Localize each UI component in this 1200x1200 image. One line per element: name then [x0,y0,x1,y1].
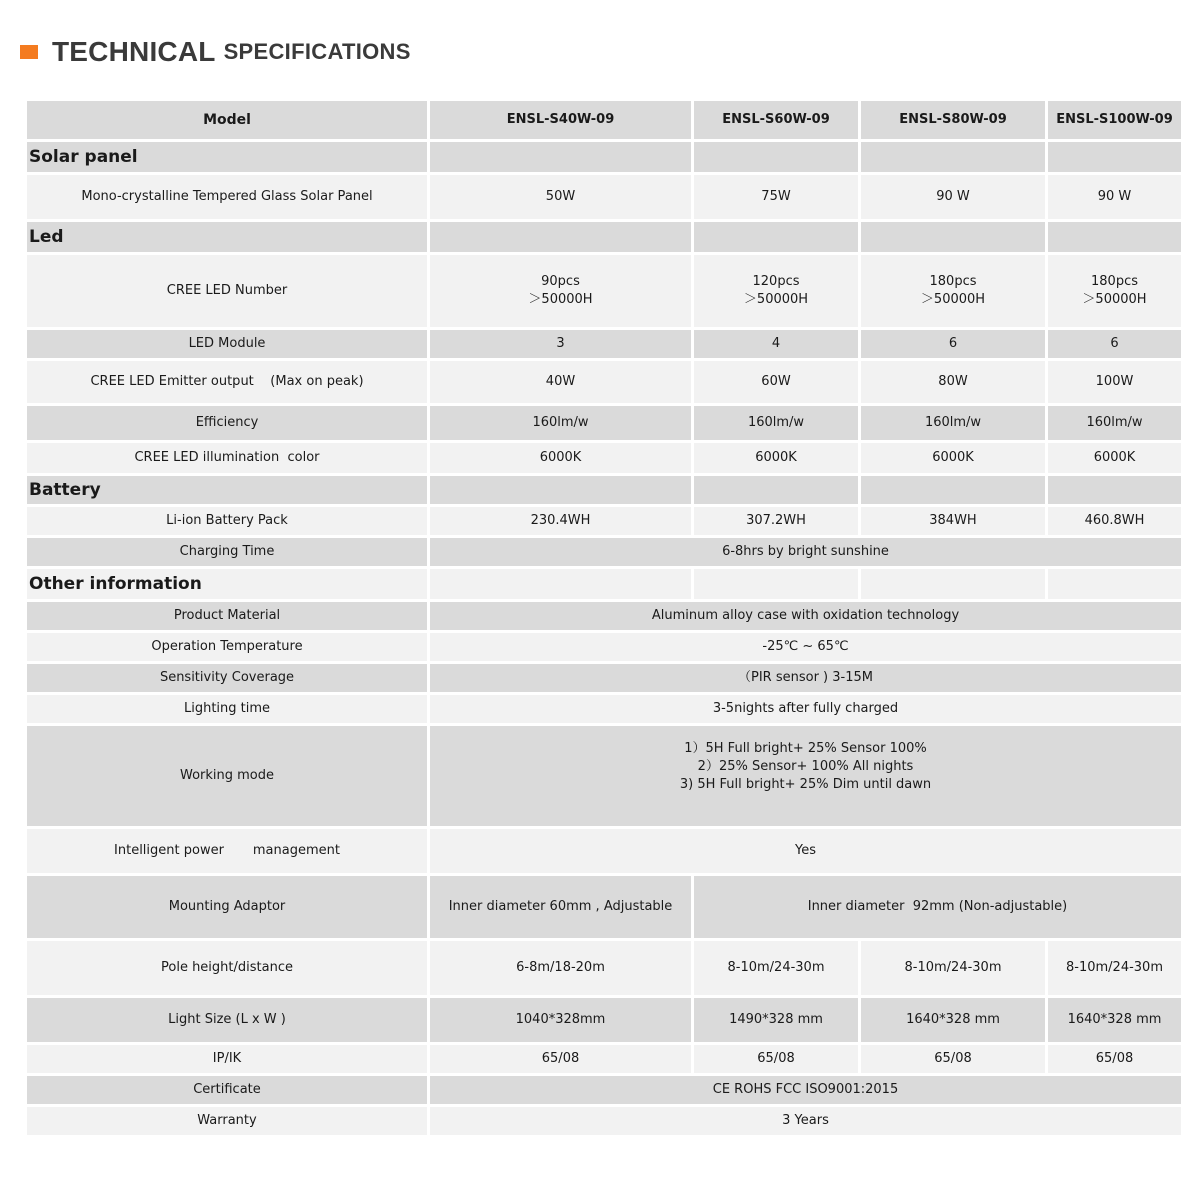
table-row [27,876,1181,938]
section-row-led [27,222,1181,252]
section-title-led: Led [27,222,427,252]
cell-value: 6 [861,330,1045,358]
cell-value: 3 Years [430,1107,1181,1135]
section-fill [694,222,858,252]
table-row [27,507,1181,535]
working-mode-line: 3) 5H Full bright+ 25% Dim until dawn [679,777,932,792]
cell-value [1048,255,1181,327]
title-main: TECHNICAL [52,36,216,67]
row-label: CREE LED Emitter output (Max on peak) [27,361,427,403]
section-fill [430,476,691,504]
model-name: ENSL-S80W-09 [861,101,1045,139]
cell-value: 1640*328 mm [1048,998,1181,1042]
table-row [27,361,1181,403]
cell-value [430,726,1181,826]
header-row [27,101,1181,139]
cell-value: 8-10m/24-30m [861,941,1045,995]
model-label: Model [27,101,427,139]
cell-value: 1490*328 mm [694,998,858,1042]
led-qty: 120pcs [752,274,800,289]
cell-value [694,255,858,327]
section-fill [694,142,858,172]
model-name: ENSL-S40W-09 [430,101,691,139]
table-row [27,255,1181,327]
table-row [27,1076,1181,1104]
table-row [27,1107,1181,1135]
cell-value: （PIR sensor ) 3-15M [430,664,1181,692]
cell-value: 460.8WH [1048,507,1181,535]
row-label: CREE LED Number [27,255,427,327]
cell-value: Inner diameter 92mm (Non-adjustable) [694,876,1181,938]
section-fill [1048,569,1181,599]
section-fill [861,222,1045,252]
led-life: ＞50000H [528,292,593,307]
row-label: Light Size (L x W ) [27,998,427,1042]
row-label: Charging Time [27,538,427,566]
cell-value: 50W [430,175,691,219]
section-fill [694,569,858,599]
section-fill [430,142,691,172]
table-row [27,726,1181,826]
cell-value: 65/08 [861,1045,1045,1073]
cell-value: 3-5nights after fully charged [430,695,1181,723]
row-label: IP/IK [27,1045,427,1073]
row-label: CREE LED illumination color [27,443,427,473]
table-row [27,998,1181,1042]
table-row [27,602,1181,630]
row-label: Sensitivity Coverage [27,664,427,692]
title-accent-square [20,45,38,59]
cell-value [430,255,691,327]
working-mode-line: 2）25% Sensor+ 100% All nights [697,759,914,774]
cell-value: 160lm/w [694,406,858,440]
row-label: Mounting Adaptor [27,876,427,938]
table-row [27,633,1181,661]
led-qty: 90pcs [541,274,580,289]
section-fill [861,569,1045,599]
spec-table [24,98,1184,1138]
cell-value: 160lm/w [861,406,1045,440]
cell-value: 90 W [1048,175,1181,219]
title-sub: SPECIFICATIONS [223,39,411,64]
row-label: Efficiency [27,406,427,440]
row-label: Pole height/distance [27,941,427,995]
section-title-battery: Battery [27,476,427,504]
row-label: Mono-crystalline Tempered Glass Solar Panel [27,175,427,219]
row-label: LED Module [27,330,427,358]
cell-value: 160lm/w [1048,406,1181,440]
cell-value: 3 [430,330,691,358]
cell-value: 6-8m/18-20m [430,941,691,995]
cell-value: Aluminum alloy case with oxidation technology [430,602,1181,630]
table-row [27,664,1181,692]
cell-value: 40W [430,361,691,403]
cell-value: 65/08 [1048,1045,1181,1073]
section-fill [861,142,1045,172]
section-fill [1048,222,1181,252]
section-fill [430,569,691,599]
section-row-battery [27,476,1181,504]
cell-value: 6-8hrs by bright sunshine [430,538,1181,566]
cell-value: 160lm/w [430,406,691,440]
row-label: Certificate [27,1076,427,1104]
section-fill [1048,142,1181,172]
row-label: Working mode [27,726,427,826]
cell-value: 384WH [861,507,1045,535]
cell-value: 4 [694,330,858,358]
section-fill [1048,476,1181,504]
row-label: Lighting time [27,695,427,723]
table-row [27,1045,1181,1073]
row-label: Li-ion Battery Pack [27,507,427,535]
cell-value [861,255,1045,327]
section-row-other [27,569,1181,599]
row-label: Product Material [27,602,427,630]
section-fill [430,222,691,252]
cell-value: 6000K [430,443,691,473]
cell-value: Inner diameter 60mm , Adjustable [430,876,691,938]
table-row [27,443,1181,473]
cell-value: 75W [694,175,858,219]
cell-value: 1040*328mm [430,998,691,1042]
cell-value: 100W [1048,361,1181,403]
led-qty: 180pcs [1091,274,1138,289]
model-name: ENSL-S100W-09 [1048,101,1181,139]
table-row [27,695,1181,723]
cell-value: -25℃ ~ 65℃ [430,633,1181,661]
model-name: ENSL-S60W-09 [694,101,858,139]
cell-value: 307.2WH [694,507,858,535]
cell-value: 6000K [694,443,858,473]
table-row [27,175,1181,219]
cell-value: 230.4WH [430,507,691,535]
table-row [27,829,1181,873]
table-row [27,538,1181,566]
cell-value: 60W [694,361,858,403]
page-title [20,36,411,68]
row-label: Intelligent power management [27,829,427,873]
cell-value: 65/08 [694,1045,858,1073]
section-row-solar [27,142,1181,172]
working-mode-line: 1）5H Full bright+ 25% Sensor 100% [684,741,927,756]
cell-value: CE ROHS FCC ISO9001:2015 [430,1076,1181,1104]
table-row [27,941,1181,995]
led-life: ＞50000H [920,292,986,307]
cell-value: 80W [861,361,1045,403]
section-title-other: Other information [27,569,427,599]
cell-value: 8-10m/24-30m [694,941,858,995]
section-fill [694,476,858,504]
led-life: ＞50000H [1082,292,1147,307]
cell-value: 6000K [861,443,1045,473]
row-label: Warranty [27,1107,427,1135]
cell-value: 6000K [1048,443,1181,473]
table-row [27,330,1181,358]
led-life: ＞50000H [743,292,809,307]
section-title-solar: Solar panel [27,142,427,172]
led-qty: 180pcs [929,274,977,289]
cell-value: 8-10m/24-30m [1048,941,1181,995]
cell-value: Yes [430,829,1181,873]
cell-value: 1640*328 mm [861,998,1045,1042]
row-label: Operation Temperature [27,633,427,661]
cell-value: 65/08 [430,1045,691,1073]
section-fill [861,476,1045,504]
cell-value: 6 [1048,330,1181,358]
cell-value: 90 W [861,175,1045,219]
table-row [27,406,1181,440]
